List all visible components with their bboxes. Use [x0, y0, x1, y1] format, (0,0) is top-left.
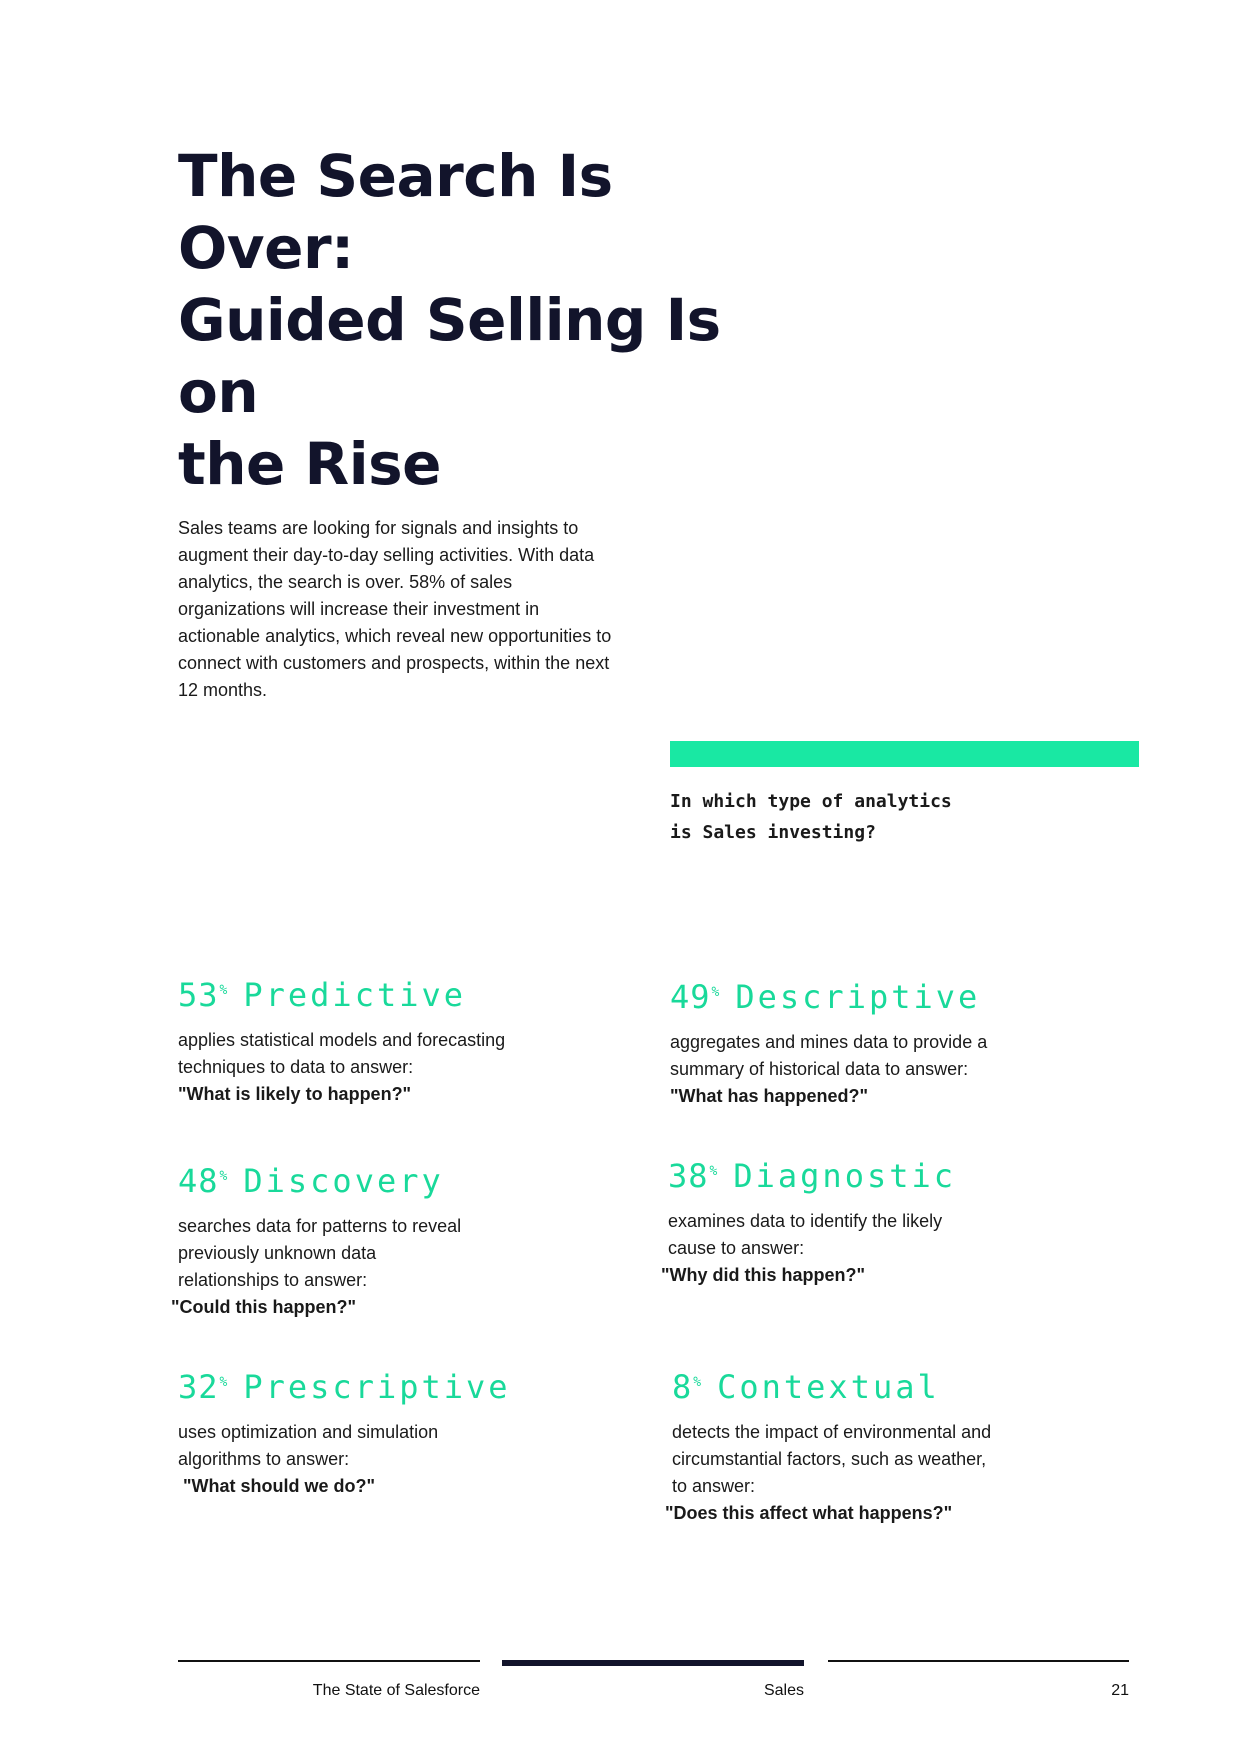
- percent-sign: %: [219, 983, 228, 999]
- title-line-1: The Search Is Over:: [178, 142, 613, 282]
- accent-bar: [670, 741, 1139, 767]
- stat-description: [178, 1419, 478, 1500]
- title-line-2: Guided Selling Is on: [178, 286, 721, 426]
- footer-rule-left: [178, 1660, 480, 1662]
- stat-question: "Could this happen?": [171, 1297, 357, 1317]
- footer-section-name: Sales: [763, 1682, 804, 1699]
- stat-question: "What is likely to happen?": [178, 1084, 412, 1104]
- stat-predictive: [178, 975, 538, 1108]
- stat-name: Predictive: [243, 976, 467, 1014]
- stat-description: [665, 1419, 992, 1527]
- stat-description-text: detects the impact of environmental and circumstantial factors, such as weather, to answer:: [672, 1422, 992, 1496]
- stat-heading: [178, 1367, 511, 1407]
- percent-sign: %: [693, 1375, 702, 1391]
- percent-sign: %: [711, 985, 720, 1001]
- footer-page-number: 21: [1111, 1682, 1129, 1699]
- stat-description: [178, 1027, 538, 1108]
- stat-description: [171, 1213, 468, 1321]
- stat-description-text: examines data to identify the likely cause to answer:: [668, 1211, 943, 1258]
- stat-description-text: uses optimization and simulation algorithms to answer:: [178, 1422, 439, 1469]
- stat-description-text: searches data for patterns to reveal previously unknown data relationships to answer:: [178, 1216, 462, 1290]
- stat-heading: [178, 1161, 468, 1201]
- stat-name: Discovery: [243, 1162, 444, 1200]
- stat-name: Prescriptive: [243, 1368, 511, 1406]
- stat-question: "What has happened?": [670, 1086, 869, 1106]
- page-title: [178, 140, 798, 500]
- stat-heading: [670, 977, 1010, 1017]
- percent-sign: %: [219, 1169, 228, 1185]
- stat-percentage: 53: [178, 976, 219, 1014]
- stat-name: Contextual: [717, 1368, 940, 1406]
- stat-name: Descriptive: [735, 978, 981, 1016]
- stat-name: Diagnostic: [733, 1157, 957, 1195]
- stat-description-text: applies statistical models and forecasting techniques to data to answer:: [178, 1030, 506, 1077]
- stat-heading: [672, 1367, 992, 1407]
- stat-percentage: 49: [670, 978, 711, 1016]
- stat-discovery: [171, 1161, 468, 1321]
- stat-percentage: 48: [178, 1162, 219, 1200]
- percent-sign: %: [219, 1375, 228, 1391]
- stat-heading: [668, 1156, 958, 1196]
- stat-diagnostic: [661, 1156, 958, 1289]
- footer-rule-active: [502, 1660, 804, 1666]
- stat-percentage: 8: [672, 1368, 693, 1406]
- stat-description: [670, 1029, 1010, 1110]
- stat-description-text: aggregates and mines data to provide a summary of historical data to answer:: [670, 1032, 988, 1079]
- percent-sign: %: [709, 1164, 718, 1180]
- stat-contextual: [665, 1367, 992, 1527]
- stat-heading: [178, 975, 538, 1015]
- footer-report-title: The State of Salesforce: [312, 1682, 480, 1699]
- stat-descriptive: [670, 977, 1010, 1110]
- stat-percentage: 32: [178, 1368, 219, 1406]
- footer-rule-right: [828, 1660, 1129, 1662]
- section-question: In which type of analytics is Sales investing?: [670, 791, 952, 843]
- stat-percentage: 38: [668, 1157, 709, 1195]
- intro-paragraph: Sales teams are looking for signals and insights to augment their day-to-day selling activities. With data analytics, the search is over. 58% of sales organizations will increase their investment in actionable analytics, which reveal new opportunities to connect with customers and prospects, within the next 12 months.: [178, 518, 612, 700]
- stat-question: "Why did this happen?": [661, 1265, 866, 1285]
- stat-prescriptive: [178, 1367, 511, 1500]
- stat-question: "What should we do?": [183, 1476, 376, 1496]
- stat-description: [661, 1208, 958, 1289]
- stat-question: "Does this affect what happens?": [665, 1503, 953, 1523]
- title-line-3: the Rise: [178, 430, 441, 498]
